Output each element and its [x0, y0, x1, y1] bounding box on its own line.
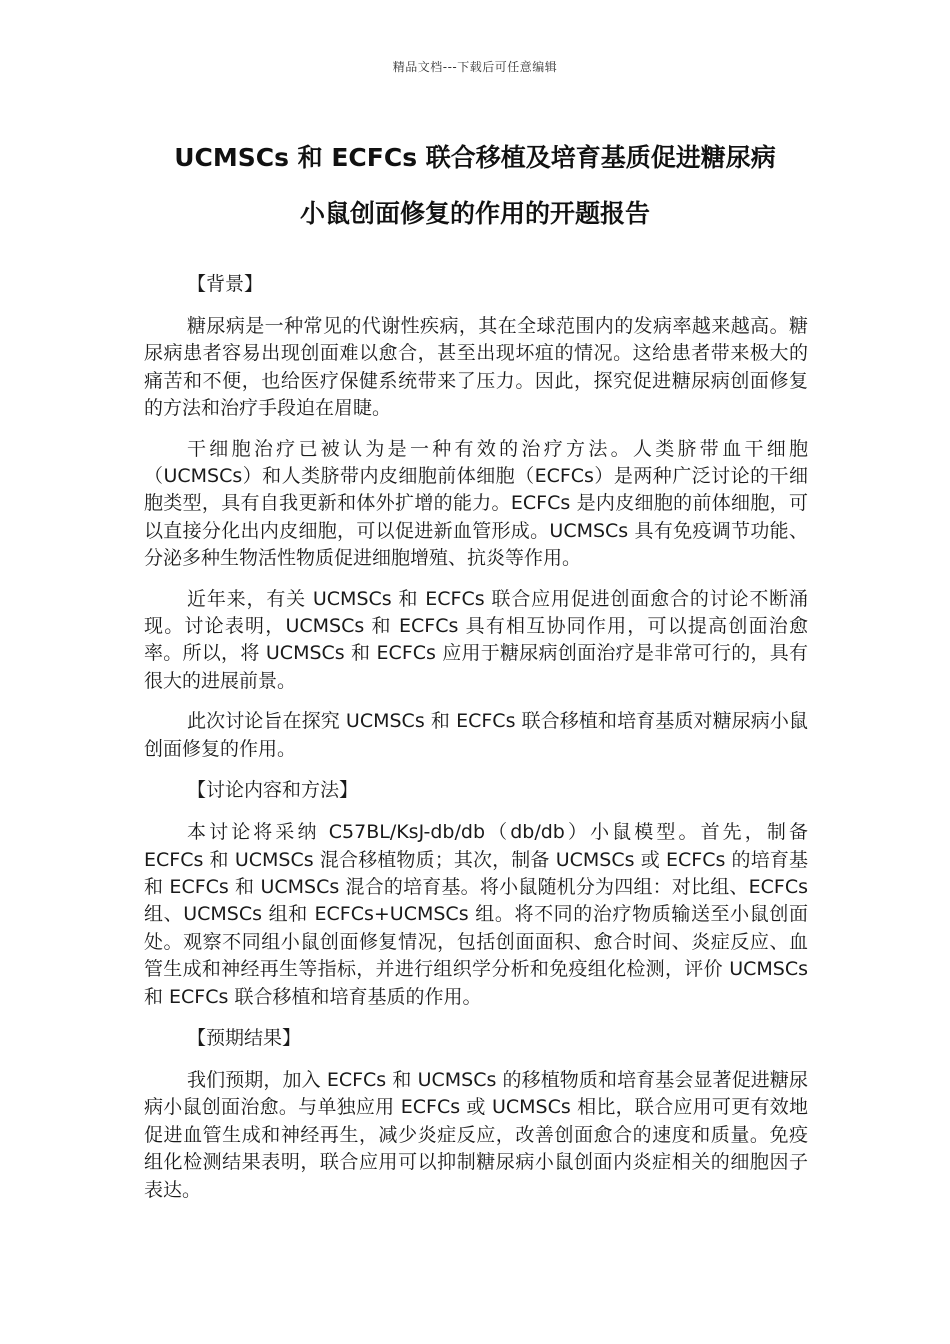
document-title-line-2: 小鼠创面修复的作用的开题报告 — [299, 199, 650, 228]
background-paragraph: 近年来，有关 UCMSCs 和 ECFCs 联合应用促进创面愈合的讨论不断涌现。讨论表明，UCMSCs 和 ECFCs 具有相互协同作用，可以提高创面治愈率。所以，将 UCMSCs 和 ECFCs 应用于糖尿病创面治疗是非常可行的，具有很大的进展前景。 — [144, 587, 808, 692]
results-paragraph: 我们预期，加入 ECFCs 和 UCMSCs 的移植物质和培育基会显著促进糖尿病小鼠创面治愈。与单独应用 ECFCs 或 UCMSCs 相比，联合应用可更有效地促进血管生成和神经再生，减少炎症反应，改善创面愈合的速度和质量。免疫组化检测结果表明，联合应用可以抑制糖尿病小鼠创面内炎症相关的细胞因子表达。 — [144, 1068, 808, 1201]
section-heading-methods: 【讨论内容和方法】 — [187, 779, 359, 802]
section-heading-results: 【预期结果】 — [187, 1026, 302, 1049]
section-heading-background: 【背景】 — [187, 273, 264, 295]
background-paragraph: 糖尿病是一种常见的代谢性疾病，其在全球范围内的发病率越来越高。糖尿病患者容易出现创面难以愈合，甚至出现坏疽的情况。这给患者带来极大的痛苦和不便，也给医疗保健系统带来了压力。因此，探究促进糖尿病创面修复的方法和治疗手段迫在眉睫。 — [144, 315, 808, 420]
document-body — [144, 270, 808, 1217]
background-paragraph: 此次讨论旨在探究 UCMSCs 和 ECFCs 联合移植和培育基质对糖尿病小鼠创面修复的作用。 — [144, 710, 808, 760]
background-paragraph: 干细胞治疗已被认为是一种有效的治疗方法。人类脐带血干细胞（UCMSCs）和人类脐带内皮细胞前体细胞（ECFCs）是两种广泛讨论的干细胞类型，具有自我更新和体外扩增的能力。ECFCs 是内皮细胞的前体细胞，可以直接分化出内皮细胞，可以促进新血管形成。UCMSCs 具有免疫调节功能、分泌多种生物活性物质促进细胞增殖、抗炎等作用。 — [144, 437, 808, 570]
page-header-watermark: 精品文档---下载后可任意编辑 — [392, 60, 558, 74]
document-title-line-1: UCMSCs 和 ECFCs 联合移植及培育基质促进糖尿病 — [174, 143, 776, 172]
methods-paragraph: 本讨论将采纳 C57BL/KsJ-db/db（db/db）小鼠模型。首先，制备 ECFCs 和 UCMSCs 混合移植物质；其次，制备 UCMSCs 或 ECFCs 的培育基和 ECFCs 和 UCMSCs 混合的培育基。将小鼠随机分为四组：对比组、ECFCs 组、UCMSCs 组和 ECFCs+UCMSCs 组。将不同的治疗物质输送至小鼠创面处。观察不同组小鼠创面修复情况，包括创面面积、愈合时间、炎症反应、血管生成和神经再生等指标，并进行组织学分析和免疫组化检测，评价 UCMSCs 和 ECFCs 联合移植和培育基质的作用。 — [144, 821, 808, 1008]
